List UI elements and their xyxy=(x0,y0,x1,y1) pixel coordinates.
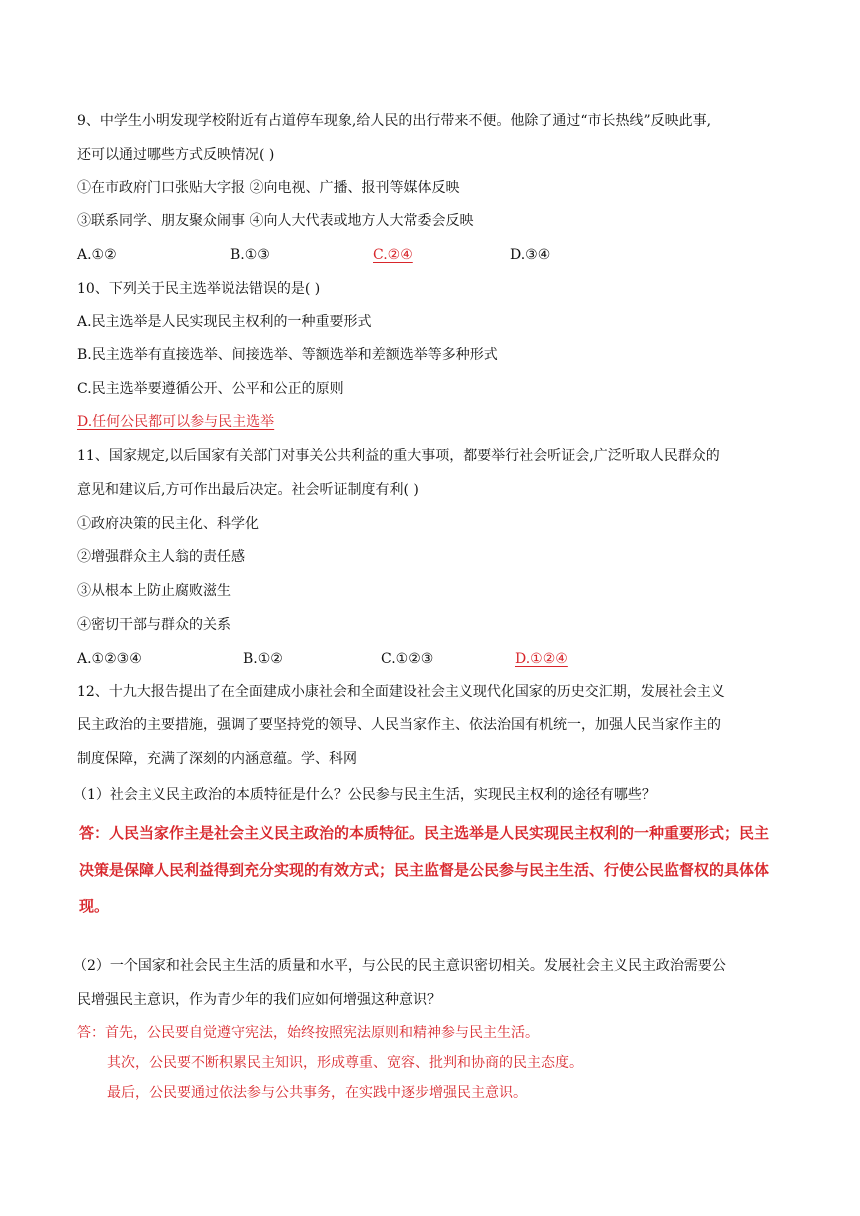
q11-item: ①政府决策的民主化、科学化 xyxy=(77,516,259,532)
q12-subquestion-1: （1）社会主义民主政治的本质特征是什么？公民参与民主生活，实现民主权利的途径有哪些？ xyxy=(73,787,656,803)
q9-option-c-answer: C.②④ xyxy=(373,247,413,263)
q10-option-b: B.民主选举有直接选举、间接选举、等额选举和差额选举等多种形式 xyxy=(77,347,498,363)
q12-stem: 12、十九大报告提出了在全面建成小康社会和全面建设社会主义现代化国家的历史交汇期，发展社会主义 xyxy=(77,684,725,700)
q9-option-b: B.①③ xyxy=(230,247,270,263)
q12-subquestion-2: （2）一个国家和社会民主生活的质量和水平，与公民的民主意识密切相关。发展社会主义民主政治需要公 xyxy=(73,958,726,974)
q11-option-b: B.①② xyxy=(243,651,283,667)
q9-option-d: D.③④ xyxy=(510,247,551,263)
q9-items-line: ①在市政府门口张贴大字报 ②向电视、广播、报刊等媒体反映 xyxy=(77,180,460,196)
q9-items-line: ③联系同学、朋友聚众闹事 ④向人大代表或地方人大常委会反映 xyxy=(77,213,474,229)
q12-answer-1-cont: 现。 xyxy=(79,897,110,915)
q11-option-c: C.①②③ xyxy=(381,651,434,667)
q10-option-d-answer: D.任何公民都可以参与民主选举 xyxy=(77,414,275,430)
q11-stem: 11、国家规定,以后国家有关部门对事关公共利益的重大事项，都要举行社会听证会,广泛听取人民群众的 xyxy=(77,448,720,464)
q10-option-a: A.民主选举是人民实现民主权利的一种重要形式 xyxy=(77,314,372,330)
q12-stem-cont: 民主政治的主要措施，强调了要坚持党的领导、人民当家作主、依法治国有机统一，加强人民当家作主的 xyxy=(77,717,721,733)
q11-item: ④密切干部与群众的关系 xyxy=(77,617,231,633)
q11-item: ③从根本上防止腐败滋生 xyxy=(77,583,231,599)
q12-answer-1: 答：人民当家作主是社会主义民主政治的本质特征。民主选举是人民实现民主权利的一种重要形式；民主 xyxy=(79,824,770,842)
q9-stem: 9、中学生小明发现学校附近有占道停车现象,给人民的出行带来不便。他除了通过“市长热线”反映此事, xyxy=(77,113,712,129)
q11-option-d-answer: D.①②④ xyxy=(515,651,568,667)
q12-answer-2-cont: 最后，公民要通过依法参与公共事务，在实践中逐步增强民主意识。 xyxy=(107,1085,527,1101)
q12-answer-2: 答：首先，公民要自觉遵守宪法，始终按照宪法原则和精神参与民主生活。 xyxy=(77,1025,539,1041)
q10-option-c: C.民主选举要遵循公开、公平和公正的原则 xyxy=(77,381,344,397)
q9-stem-cont: 还可以通过哪些方式反映情况( ) xyxy=(77,147,275,163)
q11-stem-cont: 意见和建议后,方可作出最后决定。社会听证制度有利( ) xyxy=(77,482,419,498)
q11-option-a: A.①②③④ xyxy=(77,651,142,667)
q12-answer-1-cont: 决策是保障人民利益得到充分实现的有效方式；民主监督是公民参与民主生活、行使公民监督权的具体体 xyxy=(79,861,770,879)
q12-stem-cont: 制度保障，充满了深刻的内涵意蕴。学、科网 xyxy=(77,751,357,767)
q11-item: ②增强群众主人翁的责任感 xyxy=(77,549,245,565)
q10-stem: 10、下列关于民主选举说法错误的是( ) xyxy=(77,281,321,297)
q9-option-a: A.①② xyxy=(77,247,117,263)
q12-subquestion-2-cont: 民增强民主意识，作为青少年的我们应如何增强这种意识？ xyxy=(77,992,441,1008)
q12-answer-2-cont: 其次，公民要不断积累民主知识，形成尊重、宽容、批判和协商的民主态度。 xyxy=(107,1055,583,1071)
